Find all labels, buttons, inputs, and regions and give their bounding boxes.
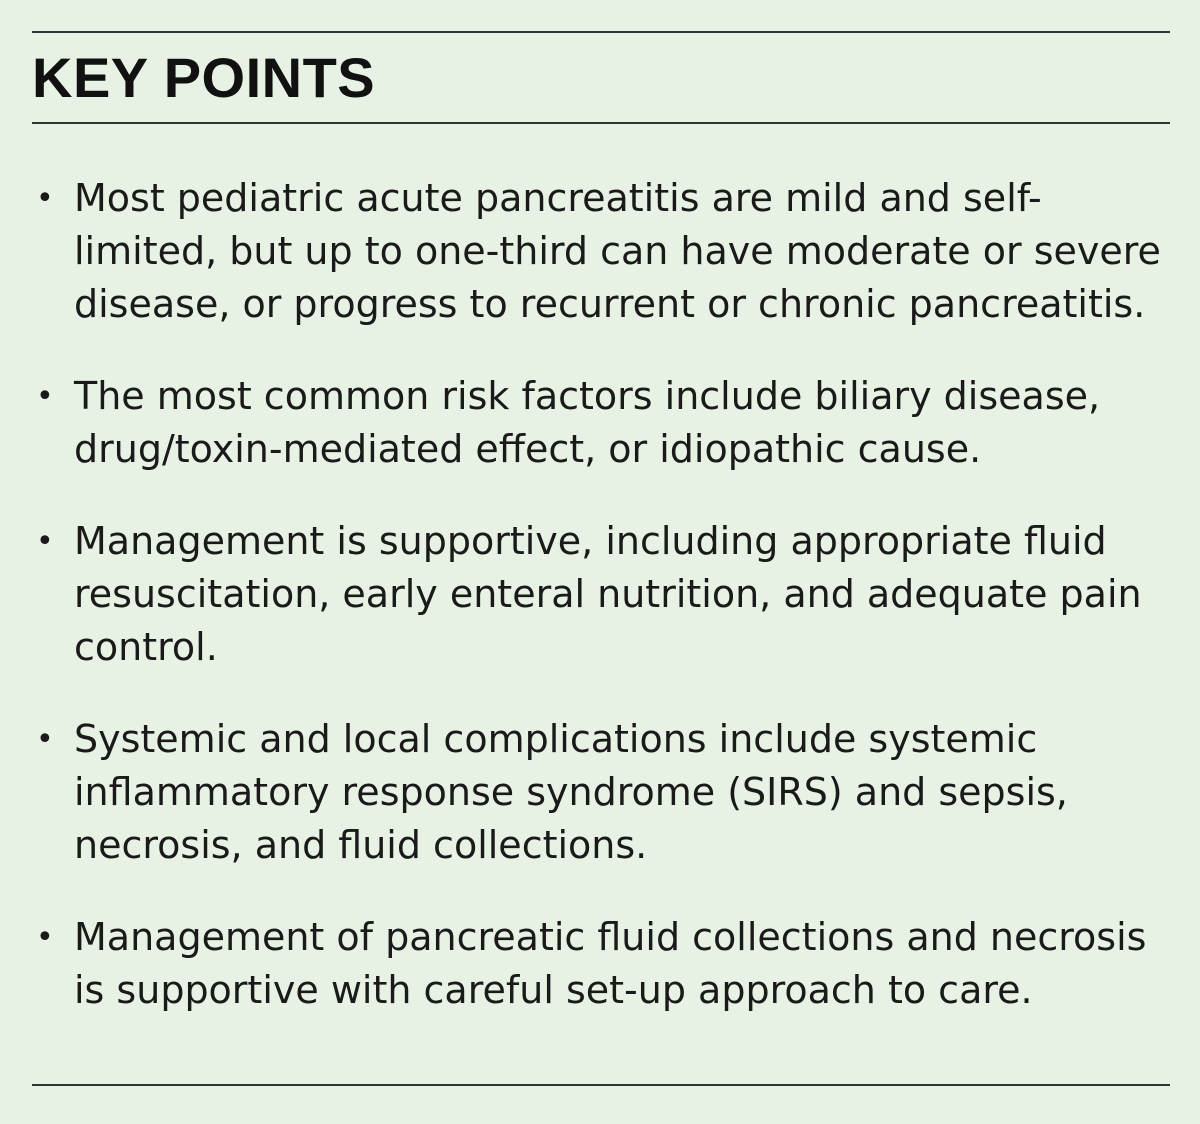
key-point-text: Most pediatric acute pancreatitis are mild and self-limited, but up to one-third can have moderate or severe disease, or progress to recurrent or chronic pancreatitis. [74,176,1161,326]
key-point-item [30,911,1170,1017]
bullet-icon: • [36,524,54,559]
bullet-icon: • [36,722,54,757]
key-point-text: Management of pancreatic fluid collections and necrosis is supportive with careful set-up approach to care. [74,915,1147,1012]
key-point-text: Management is supportive, including appropriate fluid resuscitation, early enteral nutrition, and adequate pain control. [74,519,1142,669]
key-point-text: The most common risk factors include biliary disease, drug/toxin-mediated effect, or idiopathic cause. [74,374,1101,471]
bullet-icon: • [36,181,54,216]
key-point-item [30,515,1170,674]
bottom-divider [32,1084,1170,1086]
top-divider [32,31,1170,33]
key-points-list [30,172,1170,1056]
key-points-heading: KEY POINTS [32,46,376,109]
key-point-text: Systemic and local complications include systemic inflammatory response syndrome (SIRS) and sepsis, necrosis, and fluid collections. [74,717,1068,867]
bullet-icon: • [36,379,54,414]
heading-divider [32,122,1170,124]
key-point-item [30,172,1170,331]
key-point-item [30,370,1170,476]
key-point-item [30,713,1170,872]
bullet-icon: • [36,920,54,955]
